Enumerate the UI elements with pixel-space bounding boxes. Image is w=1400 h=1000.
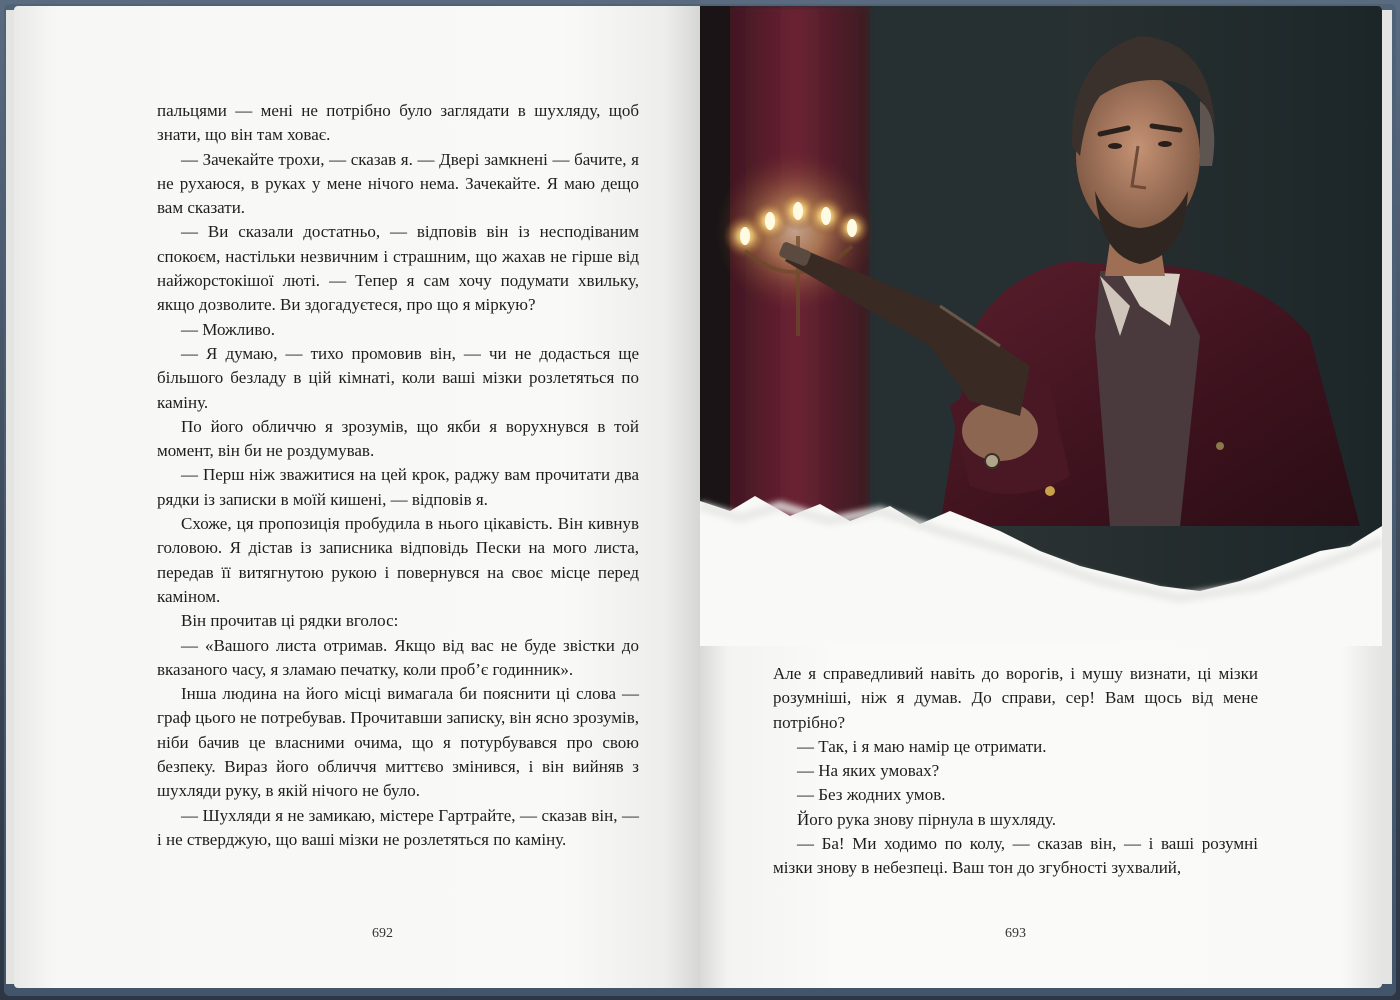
paragraph: — Шухляди я не замикаю, містере Гартрайте, — сказав він, — і не стверджую, що ваші мізки не розлетяться по каміну. [157,805,639,849]
paragraph: — Так, і я маю намір це отримати. [797,736,1047,756]
page-number: 693 [1005,926,1026,941]
paragraph: Схоже, ця пропозиція пробудила в нього цікавість. Він кивнув головою. Я дістав із записника відповідь Пески на мого листа, передав її витягнутою рукою і повернувся на своє місце перед каміном. [157,514,639,606]
left-page [14,6,700,988]
paragraph: — Зачекайте трохи, — сказав я. — Двері замкнені — бачите, я не рухаюся, в руках у мене нічого нема. Зачекайте. Я маю дещо вам сказати. [157,149,639,218]
paragraph: Він прочитав ці рядки вголос: [181,611,399,631]
paragraph: — Можливо. [181,319,276,339]
left-page-text [157,99,639,852]
paragraph: Інша людина на його місці вимагала би пояснити ці слова — граф цього не потребував. Прочитавши записку, він ясно зрозумів, ніби бачив це власними очима, що я потурбувався про свою безпеку. Вираз його обличчя миттєво змінився, і він вийняв з шухляди руку, в якій нічого не було. [157,684,639,801]
paragraph: — Без жодних умов. [797,785,946,805]
paragraph: — Я думаю, — тихо промовив він, — чи не додасться ще більшого безладу в цій кімнаті, коли ваші мізки розлетяться по каміну. [157,343,639,412]
right-page-text [773,662,1258,881]
page-edges-right [1382,10,1392,984]
paragraph: — «Вашого листа отримав. Якщо від вас не буде звістки до вказаного часу, я зламаю печатку, коли проб’є годинник». [157,635,639,679]
paragraph: — Перш ніж зважитися на цей крок, раджу вам прочитати два рядки із записки в моїй кишені, — відповів я. [157,465,639,509]
paragraph: Але я справедливий навіть до ворогів, і мушу визнати, ці мізки розумніші, ніж я думав. До справи, сер! Вам щось від мене потрібно? [773,664,1258,732]
paragraph: По його обличчю я зрозумів, що якби я ворухнувся в той момент, він би не роздумував. [157,416,639,461]
illustration-man-with-pistol [700,6,1382,646]
page-number: 692 [372,926,393,941]
paragraph: — Ви сказали достатньо, — відповів він із несподіваним спокоєм, настільки незвичним і страшним, що жахав не гірше від найжорстокішої люті. — Тепер я сам хочу подумати хвильку, якщо дозволите. Ви здогадуєтеся, про що я міркую? [157,222,639,315]
paragraph: — На яких умовах? [797,761,940,781]
paragraph: Його рука знову пірнула в шухляду. [797,809,1056,829]
paragraph: — Ба! Ми ходимо по колу, — сказав він, — і ваші розумні мізки знову в небезпеці. Ваш тон до згубності зухвалий, [773,834,1258,878]
paragraph: пальцями — мені не потрібно було заглядати в шухляду, щоб знати, що він там ховає. [157,101,639,145]
right-page [700,6,1382,988]
